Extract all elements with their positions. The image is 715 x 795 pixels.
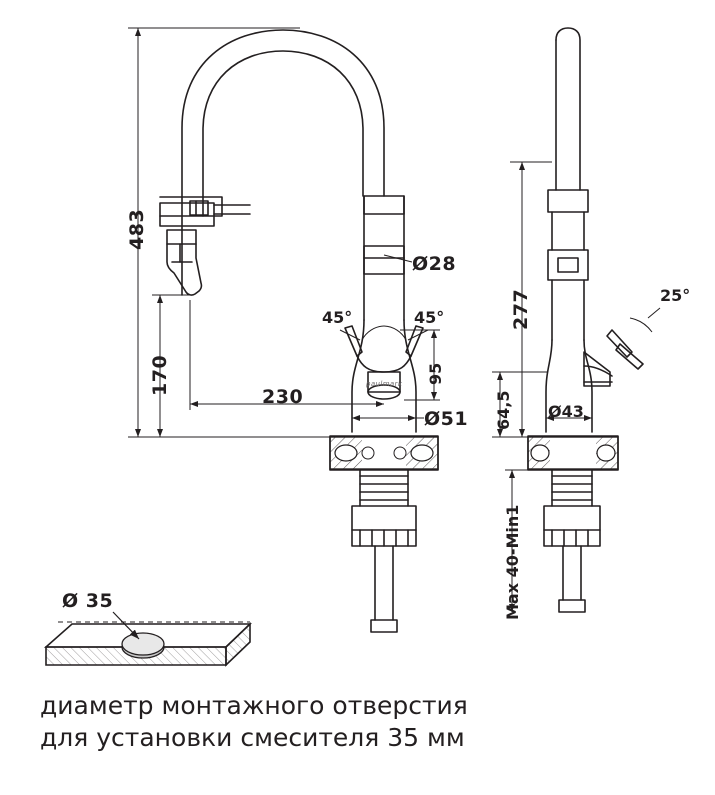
dimension-spout-base-height: 64,5	[494, 390, 513, 430]
angle-lever-right: 45°	[414, 308, 445, 327]
dimension-mounting-hole-diameter: Ø 35	[62, 590, 114, 612]
dimension-reach: 230	[262, 386, 304, 408]
dimension-counter-thickness: Max 40-Min1	[503, 504, 522, 620]
dimension-base-diameter: Ø51	[424, 408, 469, 430]
angle-lever-tilt: 25°	[660, 286, 691, 305]
front-view-geometry	[160, 30, 438, 632]
dimension-hose-diameter: Ø28	[412, 253, 457, 275]
dimension-lever-height: 95	[426, 362, 445, 385]
dimension-body-diameter: Ø43	[548, 402, 584, 421]
caption-line-1: диаметр монтажного отверстия	[40, 691, 468, 720]
brand-mark: paulmark	[366, 380, 403, 388]
dimension-height-total: 483	[126, 208, 148, 250]
caption-line-2: для установки смесителя 35 мм	[40, 723, 465, 752]
caption-block	[40, 690, 690, 754]
countertop-detail-geometry	[46, 612, 250, 665]
dimension-body-height: 277	[510, 288, 532, 330]
dimension-height-spray-head: 170	[149, 354, 171, 396]
side-view-countertop-hatch	[528, 437, 618, 469]
front-view-dimension-lines	[128, 28, 440, 437]
angle-lever-left: 45°	[322, 308, 353, 327]
front-view-countertop-hatch	[330, 437, 438, 469]
side-view-geometry	[528, 28, 643, 612]
